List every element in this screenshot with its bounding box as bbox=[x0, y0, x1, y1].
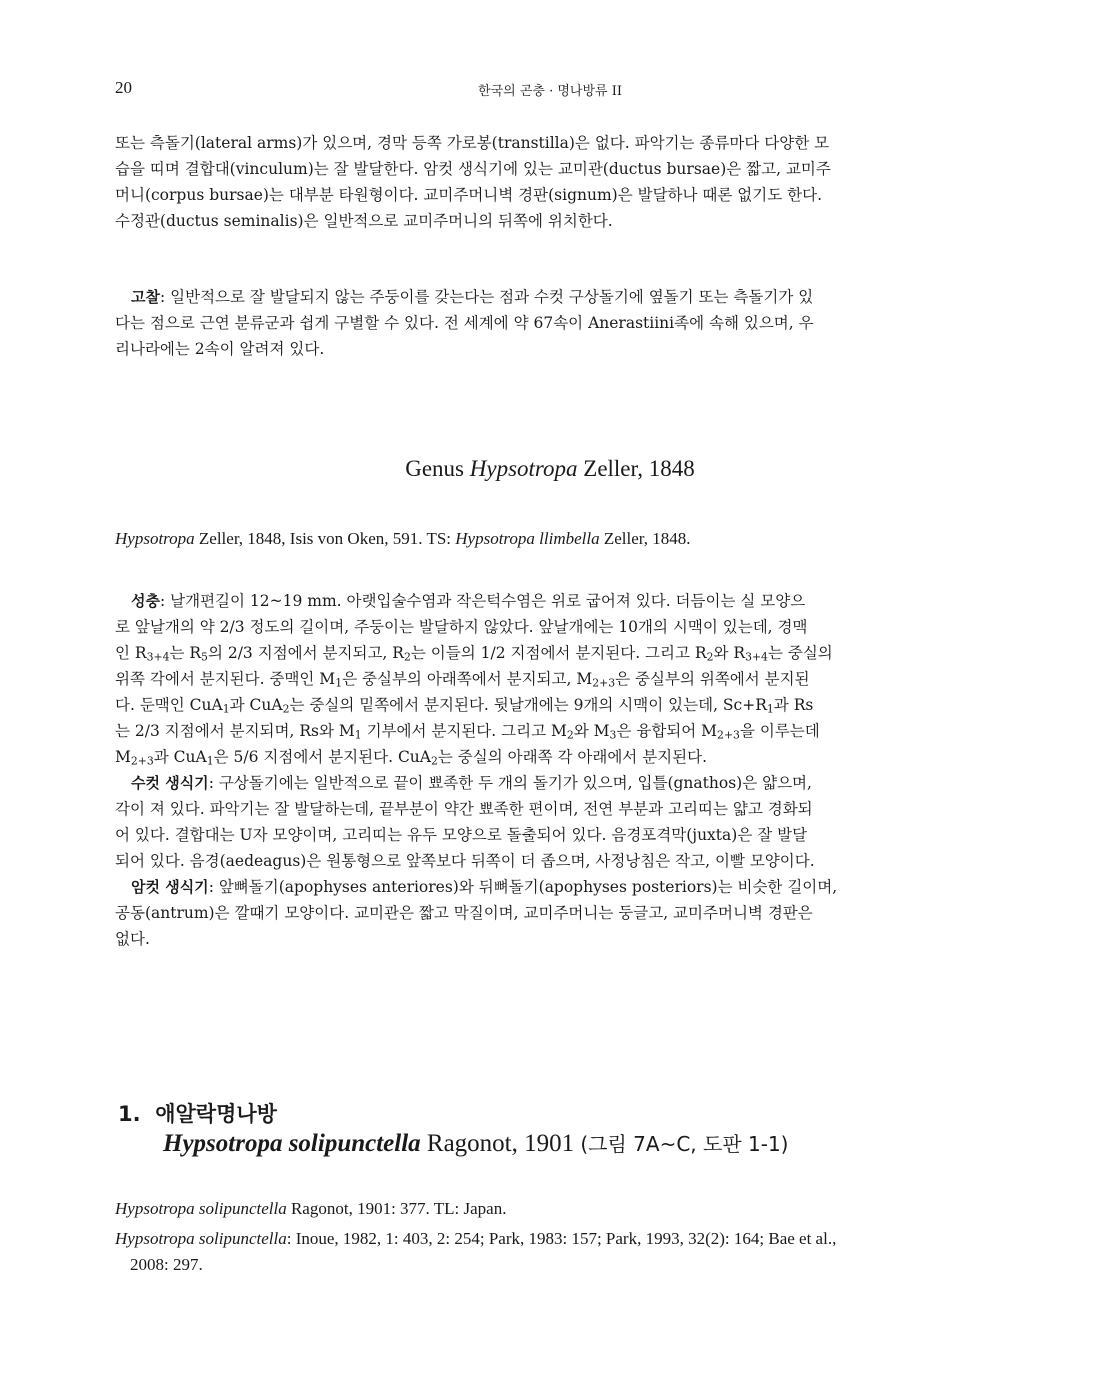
text-line: 수정관(ductus seminalis)은 일반적으로 교미주머니의 뒤쪽에 위치한다. bbox=[115, 212, 613, 230]
male-genitalia: 수컷 생식기: 구상돌기에는 일반적으로 끝이 뾰족한 두 개의 돌기가 있으며, 입틀(gnathos)은 얇으며, bbox=[131, 774, 812, 792]
text-line: 또는 측돌기(lateral arms)가 있으며, 경막 등쪽 가로봉(transtilla)은 없다. 파악기는 종류마다 다양한 모 bbox=[115, 134, 830, 152]
genus-heading: Genus Hypsotropa Zeller, 1848 bbox=[405, 456, 695, 481]
adult-description: 성충: 날개편길이 12~19 mm. 아랫입술수염과 작은턱수염은 위로 굽어져 있다. 더듬이는 실 모양으 로 앞날개의 약 2/3 정도의 길이며, 주둥이는 발달하지 않았다. 앞날개에는 10개의 시맥이 있는데, 경맥 인 $R_{3+4}$는 $R_5$의 2/3 지점에서 분지되고, $R_2$는 이들의 1/2 지점에서 분지된다. 그리고 $R_2$와 $R_{3+4}$는 중실의 위쪽 각에서 분지된다. 중맥인 $M_1$은 중실부의 아래쪽에서 분지되고, $M_{2+3}$은 중실부의 위쪽에서 분지된 다. 둔맥인 CuA$_1$과 CuA$_2$는 중실의 밑쪽에서 분지된다. 뒷날개에는 9개의 시맥이 있는데, $Sc+R_1$과 Rs 는 2/3 지점에서 분지되며, Rs와 $M_1$ 기부에서 분지된다. 그리고 $M_2$와 $M_3$은 융합되어 $M_{2+3}$을 이루는데 $M_{2+3}$과 CuA$_1$은 5/6 지점에서 분지된다. CuA$_2$는 중실의 아래쪽 각 아래에서 분지된다. 수컷 생식기: 구상돌기에는 일반적으로 끝이 뾰족한 두 개의 돌기가 있으며, 입틀(gnathos)은 얇으며, 각이 져 있다. 파악기는 잘 발달하는데, 끝부분이 약간 뾰족한 편이며, 전연 부분과 고리띠는 얇고 경화되 어 있다. 결합대는 U자 모양이며, 고리띠는 유두 모양으로 돌출되어 있다. 음경포격막(juxta)은 잘 발달 되어 있다. 음경(aedeagus)은 원통형으로 앞쪽보다 뒤쪽이 더 좁으며, 사정낭침은 작고, 이빨 모양이다. 암컷 생식기: 앞뼈돌기(apophyses anteriores)와 뒤뼈돌기(apophyses posteriors)는 비슷한 길이며, 공동(antrum)은 깔때기 모양이다. 교미관은 짧고 막질이며, 교미주머니는 둥글고, 교미주머니벽 경판은 없다. bbox=[115, 588, 967, 952]
genus-name: Hypsotropa bbox=[469, 456, 578, 481]
figure-reference: (그림 7A~C, 도판 1-1) bbox=[580, 1132, 789, 1156]
female-genitalia: 암컷 생식기: 앞뼈돌기(apophyses anteriores)와 뒤뼈돌기(apophyses posteriors)는 비슷한 길이며, bbox=[131, 878, 838, 896]
male-label: 수컷 생식기 bbox=[131, 774, 209, 792]
text-line: 습을 띠며 결합대(vinculum)는 잘 발달한다. 암컷 생식기에 있는 교미관(ductus bursae)은 짧고, 교미주 bbox=[115, 160, 831, 178]
female-label: 암컷 생식기 bbox=[131, 878, 209, 896]
text-line: 각이 져 있다. 파악기는 잘 발달하는데, 끝부분이 약간 뾰족한 편이며, 전연 부분과 고리띠는 얇고 경화되 bbox=[115, 800, 813, 818]
species-sci-name: Hypsotropa solipunctella bbox=[163, 1130, 421, 1157]
text-line: 되어 있다. 음경(aedeagus)은 원통형으로 앞쪽보다 뒤쪽이 더 좁으며, 사정낭침은 작고, 이빨 모양이다. bbox=[115, 852, 815, 870]
text-line: 다. 둔맥인 CuA$_1$과 CuA$_2$는 중실의 밑쪽에서 분지된다. 뒷날개에는 9개의 시맥이 있는데, $Sc+R_1$과 Rs bbox=[115, 696, 814, 716]
remarks-paragraph bbox=[115, 284, 967, 362]
text-line: 없다. bbox=[115, 930, 150, 948]
text-line: 어 있다. 결합대는 U자 모양이며, 고리띠는 유두 모양으로 돌출되어 있다. 음경포격막(juxta)은 잘 발달 bbox=[115, 826, 808, 844]
adult-label: 성충 bbox=[131, 592, 160, 610]
intro-paragraph bbox=[115, 130, 967, 234]
text-line: 위쪽 각에서 분지된다. 중맥인 $M_1$은 중실부의 아래쪽에서 분지되고, $M_{2+3}$은 중실부의 위쪽에서 분지된 bbox=[115, 670, 810, 690]
text-line: 인 $R_{3+4}$는 $R_5$의 2/3 지점에서 분지되고, $R_2$는 이들의 1/2 지점에서 분지된다. 그리고 $R_2$와 $R_{3+4}$는 중실의 bbox=[115, 644, 833, 664]
text-line: $M_{2+3}$과 CuA$_1$은 5/6 지점에서 분지된다. CuA$_2$는 중실의 아래쪽 각 아래에서 분지된다. bbox=[115, 748, 708, 768]
species-scientific-heading: Hypsotropa solipunctella Ragonot, 1901 (그림 7A~C, 도판 1-1) bbox=[163, 1130, 789, 1157]
text-line: 로 앞날개의 약 2/3 정도의 길이며, 주둥이는 발달하지 않았다. 앞날개에는 10개의 시맥이 있는데, 경맥 bbox=[115, 618, 808, 636]
page-number: 20 bbox=[115, 78, 132, 97]
text-line: 리나라에는 2속이 알려져 있다. bbox=[115, 340, 325, 358]
text-line: : 일반적으로 잘 발달되지 않는 주둥이를 갖는다는 점과 수컷 구상돌기에 옆돌기 또는 측돌기가 있 bbox=[159, 288, 814, 306]
species-reference-2-cont: 2008: 297. bbox=[130, 1255, 203, 1274]
text-line: 머니(corpus bursae)는 대부분 타원형이다. 교미주머니벽 경판(signum)은 발달하나 때론 없기도 한다. bbox=[115, 186, 823, 204]
genus-reference: Hypsotropa Zeller, 1848, Isis von Oken, 591. TS: Hypsotropa llimbella Zeller, 1848. bbox=[115, 529, 691, 548]
remarks-label: 고찰 bbox=[131, 288, 160, 306]
running-header: 한국의 곤충 · 명나방류 II bbox=[478, 84, 622, 99]
text-line: 다는 점으로 근연 분류군과 쉽게 구별할 수 있다. 전 세계에 약 67속이 Anerastiini족에 속해 있으며, 우 bbox=[115, 314, 814, 332]
text-line: 공동(antrum)은 깔때기 모양이다. 교미관은 짧고 막질이며, 교미주머니는 둥글고, 교미주머니벽 경판은 bbox=[115, 904, 813, 922]
species-reference-1: Hypsotropa solipunctella Ragonot, 1901: 377. TL: Japan. bbox=[115, 1199, 507, 1218]
text-line: 는 2/3 지점에서 분지되며, Rs와 $M_1$ 기부에서 분지된다. 그리고 $M_2$와 $M_3$은 융합되어 $M_{2+3}$을 이루는데 bbox=[115, 722, 820, 742]
species-reference-2: Hypsotropa solipunctella: Inoue, 1982, 1: 403, 2: 254; Park, 1983: 157; Park, 1993, 32(2): 164; Bae et al., bbox=[115, 1229, 837, 1248]
species-korean-heading: 1. 애알락명나방 bbox=[118, 1102, 277, 1126]
